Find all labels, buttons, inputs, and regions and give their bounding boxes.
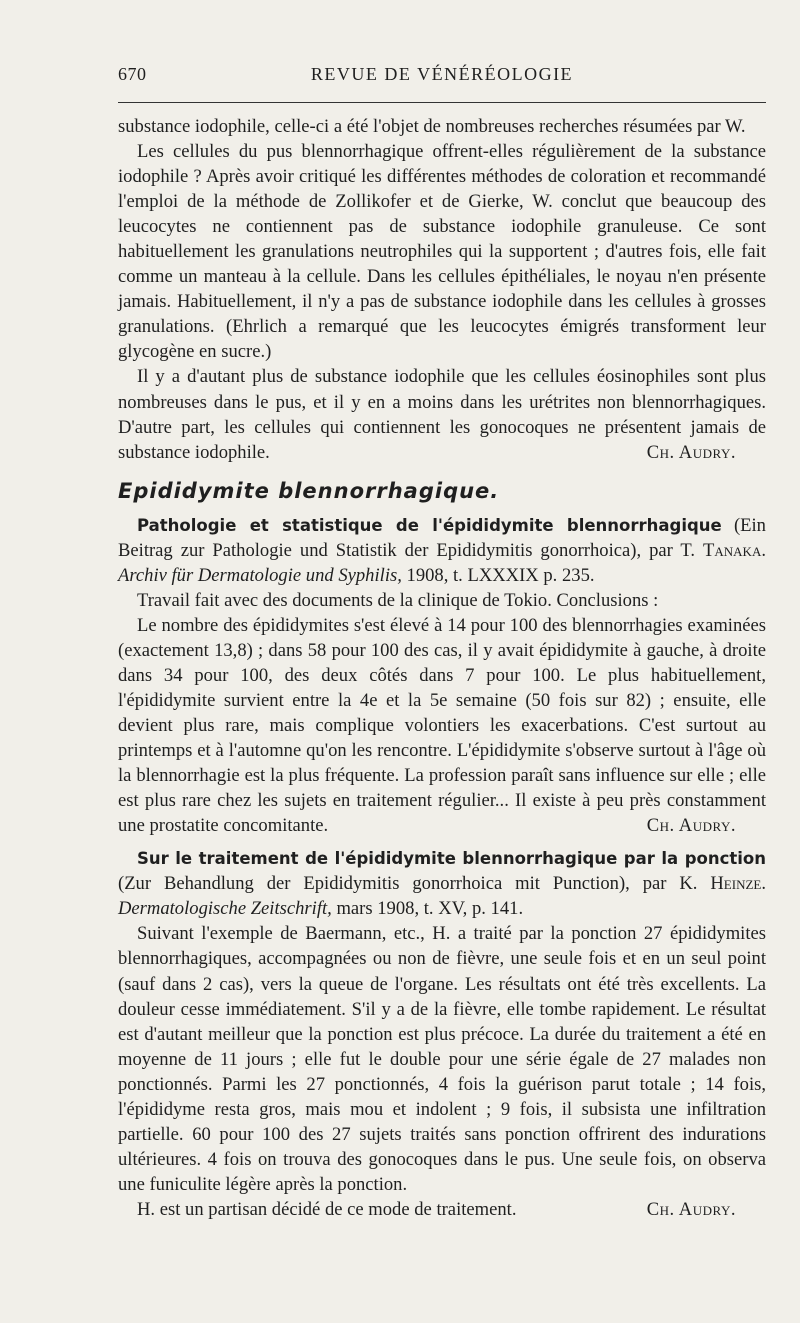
paragraph: substance iodophile, celle-ci a été l'objet de nombreuses recherches résumées par W. [118,116,746,137]
journal-name: Dermatologische Zeitschrift, [118,898,332,920]
signature: Ch. Audry. [646,1198,736,1220]
reference-separator: . [761,873,766,895]
reference-end: 1908, t. LXXXIX p. 235. [401,564,595,586]
page-body [118,114,766,1222]
page-number: 670 [118,64,147,84]
running-title: REVUE DE VÉNÉRÉOLOGIE [310,64,574,84]
author-name: Tanaka [703,539,762,561]
reference-text: (Ein Beitrag zur Pathologie und Statistik der Epididymitis gonorrhoica), par T. [118,514,766,561]
paragraph [118,364,766,464]
paragraph: Les cellules du pus blennorrhagique offrent-elles régulièrement de la substance iodophile ? Après avoir critiqué les différentes méthodes de coloration et recommandé l'emploi de la méthode de Zollikofer et de Gierke, W. conclut que beaucoup des leucocytes ne contiennent pas de substance iodophile granuleuse. Ce sont habituellement les granulations neutrophiles qui la supportent ; d'autres fois, elle fait comme un manteau à la cellule. Dans les cellules épithéliales, le noyau n'en présente jamais. Habituellement, il n'y a pas de substance iodophile dans les cellules à grosses granulations. (Ehrlich a remarqué que les leucocytes émigrés transforment leur glycogène en sucre.) [118,141,766,363]
paragraph: Travail fait avec des documents de la clinique de Tokio. Conclusions : [137,589,659,611]
article-reference [118,513,766,588]
author-name: Heinze [710,873,762,895]
journal-name: Archiv für Dermatologie und Syphilis, [118,564,402,586]
signature: Ch. Audry. [646,815,736,837]
running-header [118,64,766,94]
reference-end: mars 1908, t. XV, p. 141. [331,898,524,920]
paragraph: Suivant l'exemple de Baermann, etc., H. a traité par la ponction 27 épididymites blennorrhagiques, accompagnées ou non de fièvre, une seule fois et en un seul point (sauf dans 2 cas), vers la queue de l'organe. Les résultats ont été très excellents. La douleur cesse immédiatement. S'il y a de la fièvre, elle tombe rapidement. Le résultat est d'autant meilleur que la ponction est plus précoce. La durée du traitement a été en moyenne de 11 jours ; elle fut le double pour une série égale de 27 malades non ponctionnés. Parmi les 27 ponctionnés, 4 fois la guérison parut totale ; 14 fois, l'épididyme resta gros, mais mou et indolent ; 9 fois, il subsista une infiltration partielle. 60 pour 100 des 27 sujets traités sans ponction offrirent des indurations ultérieures. 4 fois on trouva des gonocoques dans le pus. Une seule fois, on observa une funiculite légère après la ponction. [118,923,766,1195]
reference-separator: . [761,539,766,561]
article-title: Pathologie et statistique de l'épididymite blennorrhagique [137,515,722,535]
paragraph [118,1197,766,1222]
header-rule [118,102,766,103]
paragraph-text: Il y a d'autant plus de substance iodophile que les cellules éosinophiles sont plus nombreuses dans le pus, et il y en a moins dans les urétrites non blennorrhagiques. D'autre part, les cellules qui contiennent les gonocoques ne présentent jamais de substance iodophile. [118,366,766,463]
paragraph-text: H. est un partisan décidé de ce mode de traitement. [137,1198,517,1220]
signature: Ch. Audry. [646,441,736,463]
article-reference [118,846,766,921]
paragraph-text: Le nombre des épididymites s'est élevé à 14 pour 100 des blennorrhagies examinées (exactement 13,8) ; dans 58 pour 100 des cas, il y avait épididymite à gauche, à droite dans 34 pour 100, des deux côtés dans 7 pour 100. Le plus habituellement, l'épididymite survient entre la 4e et la 5e semaine (50 fois sur 82) ; ensuite, elle devient plus rare, mais complique volontiers les exacerbations. C'est surtout au printemps et à l'automne qu'on les rencontre. L'épididymite s'observe surtout à l'âge où la blennorrhagie est la plus fréquente. La profession paraît sans influence sur elle ; elle est plus rare chez les sujets en traitement régulier... Il existe à peu près constamment une prostatite concomitante. [118,614,766,837]
reference-text: (Zur Behandlung der Epididymitis gonorrhoica mit Punction), par K. [118,873,711,895]
paragraph [118,613,766,838]
article-title: Sur le traitement de l'épididymite blennorrhagique par la ponction [137,849,766,869]
section-heading: Epididymite blennorrhagique. [118,478,500,503]
